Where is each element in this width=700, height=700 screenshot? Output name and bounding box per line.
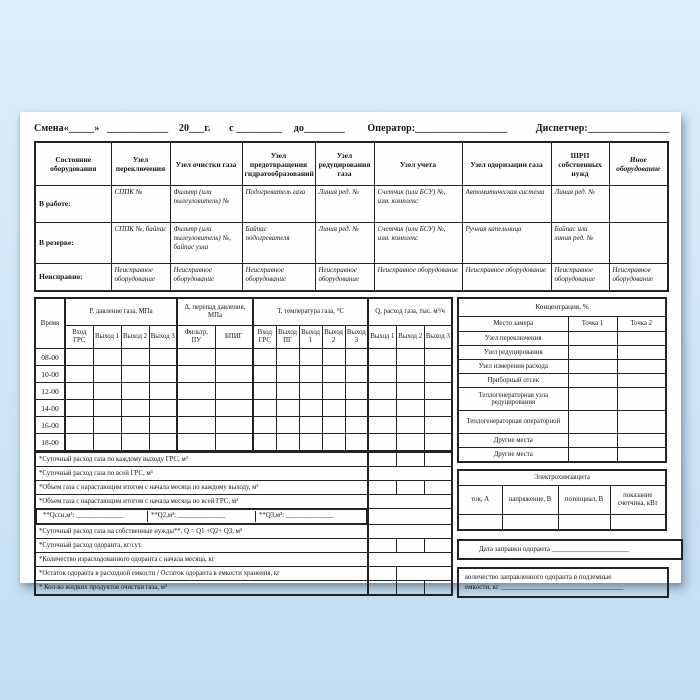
reading-cell bbox=[149, 349, 177, 366]
equipment-cell: Автоматическая система bbox=[462, 186, 551, 223]
reading-cell bbox=[65, 417, 93, 434]
row-label: В работе: bbox=[35, 186, 111, 223]
equipment-cell: Байпас или линия ред. № bbox=[551, 223, 609, 264]
equipment-cell: Неисправное оборудование bbox=[609, 264, 668, 292]
echz-value-row bbox=[458, 515, 666, 531]
summary-row bbox=[35, 525, 452, 539]
reading-cell bbox=[396, 349, 424, 366]
equipment-header-cell: Узел учета bbox=[374, 142, 462, 186]
own-needs-q2: **Q2,м³: ______________ bbox=[148, 511, 256, 522]
reading-cell bbox=[177, 417, 215, 434]
equipment-cell: Неисправное оборудование bbox=[170, 264, 242, 292]
reading-cell bbox=[345, 400, 368, 417]
shift-label: Смена«_____» bbox=[34, 123, 100, 134]
summary-label: *Количество израсходованного одоранта с начала месяца, кг bbox=[35, 553, 368, 567]
subcolumn-header: Выход ПГ bbox=[276, 326, 299, 349]
value-cell bbox=[396, 581, 424, 596]
value-cell bbox=[568, 360, 617, 374]
subcolumn-header: Выход 2 bbox=[396, 326, 424, 349]
reading-cell bbox=[345, 434, 368, 452]
summary-row bbox=[35, 567, 452, 581]
reading-cell bbox=[322, 434, 345, 452]
readings-row bbox=[35, 366, 452, 383]
time-cell: 12-00 bbox=[35, 383, 65, 400]
hourly-readings-table bbox=[34, 297, 453, 452]
value-cell bbox=[396, 567, 452, 581]
subcolumn-header: Выход 2 bbox=[121, 326, 149, 349]
value-cell bbox=[424, 539, 452, 553]
value-cell bbox=[368, 553, 452, 567]
value-cell bbox=[458, 515, 502, 531]
reading-cell bbox=[65, 349, 93, 366]
equipment-cell: Неисправное оборудование bbox=[242, 264, 315, 292]
subcolumn-header: Вход ГРС bbox=[65, 326, 93, 349]
form-header-line bbox=[34, 123, 670, 134]
reading-cell bbox=[93, 383, 121, 400]
concentration-title: Концентрация, % bbox=[458, 298, 666, 317]
right-section bbox=[457, 297, 667, 598]
reading-cell bbox=[368, 400, 396, 417]
current-column-header: ток, А bbox=[458, 486, 502, 515]
concentration-row bbox=[458, 360, 666, 374]
reading-cell bbox=[396, 400, 424, 417]
shift-log-form-page bbox=[20, 112, 681, 591]
own-needs-q1: **Qссн,м³: ______________ bbox=[40, 511, 148, 522]
reading-cell bbox=[253, 417, 276, 434]
equipment-cell: Подогреватель газа bbox=[242, 186, 315, 223]
reading-cell bbox=[177, 366, 215, 383]
concentration-table bbox=[457, 297, 667, 463]
reading-cell bbox=[345, 417, 368, 434]
own-needs-q3: **Q3,м³: ______________ bbox=[259, 512, 334, 519]
reading-cell bbox=[253, 400, 276, 417]
reading-cell bbox=[299, 349, 322, 366]
time-cell: 18-00 bbox=[35, 434, 65, 452]
reading-cell bbox=[149, 383, 177, 400]
reading-cell bbox=[276, 383, 299, 400]
concentration-row bbox=[458, 332, 666, 346]
reading-cell bbox=[322, 400, 345, 417]
operator-label: Оператор:__________________ bbox=[367, 123, 508, 134]
readings-row bbox=[35, 349, 452, 366]
concentration-row bbox=[458, 374, 666, 388]
equipment-header-cell: Узел одоризации газа bbox=[462, 142, 551, 186]
potential-column-header: потенциал, В bbox=[558, 486, 610, 515]
reading-cell bbox=[396, 417, 424, 434]
value-cell bbox=[368, 495, 452, 509]
subcolumn-header: Выход 3 bbox=[345, 326, 368, 349]
reading-cell bbox=[177, 383, 215, 400]
summary-label: * Кол-во жидких продуктов очистки газа, м³ bbox=[35, 581, 368, 596]
value-cell bbox=[424, 481, 452, 495]
summary-label: *Суточный расход газа на собственные нужды**, Q = Q1 +Q2+ Q3, м³ bbox=[35, 525, 368, 539]
equipment-cell: Неисправное оборудование bbox=[462, 264, 551, 292]
reading-cell bbox=[93, 366, 121, 383]
echz-title-row bbox=[458, 470, 666, 486]
reading-cell bbox=[253, 383, 276, 400]
time-cell: 14-00 bbox=[35, 400, 65, 417]
reading-cell bbox=[121, 366, 149, 383]
concentration-header-row bbox=[458, 317, 666, 332]
concentration-row bbox=[458, 388, 666, 411]
value-cell bbox=[368, 581, 396, 596]
reading-cell bbox=[424, 417, 452, 434]
reading-cell bbox=[65, 366, 93, 383]
reading-cell bbox=[424, 400, 452, 417]
reading-cell bbox=[149, 417, 177, 434]
equipment-header-cell: ШРП собственных нужд bbox=[551, 142, 609, 186]
equipment-row-in-work bbox=[35, 186, 668, 223]
equipment-cell: СППК №, байпас bbox=[111, 223, 170, 264]
equipment-cell: Байпас подогревателя bbox=[242, 223, 315, 264]
equipment-cell: Неисправное оборудование bbox=[111, 264, 170, 292]
reading-cell bbox=[424, 434, 452, 452]
point1-column-header: Точка 1 bbox=[568, 317, 617, 332]
equipment-cell: Неисправное оборудование bbox=[315, 264, 374, 292]
summary-label: *Остаток одоранта в расходной емкости / Остаток одоранта в емкости хранения, кг bbox=[35, 567, 368, 581]
equipment-header-cell: Иное оборудование bbox=[609, 142, 668, 186]
row-label: Неисправно: bbox=[35, 264, 111, 292]
odorant-filled-amount-line2: емкости, кг ___________________________________ bbox=[465, 582, 624, 591]
reading-cell bbox=[121, 434, 149, 452]
reading-cell bbox=[121, 383, 149, 400]
equipment-cell: Линия ред. № bbox=[551, 186, 609, 223]
value-cell bbox=[502, 515, 558, 531]
place-label: Приборный отсек bbox=[458, 374, 568, 388]
summary-label: *Объем газа с нарастающим итогом с начала месяца по всей ГРС, м³ bbox=[35, 495, 368, 509]
equipment-cell: Счетчик (или БСУ) №, изм. комплекс bbox=[374, 186, 462, 223]
subcolumn-header: Вход ГРС bbox=[253, 326, 276, 349]
reading-cell bbox=[276, 417, 299, 434]
value-cell bbox=[368, 481, 396, 495]
value-cell bbox=[617, 411, 666, 434]
odorant-filled-amount-line1: количество заправленного одоранта в подземные bbox=[465, 573, 612, 582]
reading-cell bbox=[322, 417, 345, 434]
concentration-row bbox=[458, 346, 666, 360]
summary-row-own-needs-parts bbox=[35, 509, 452, 525]
reading-cell bbox=[299, 383, 322, 400]
electrochemical-protection-table bbox=[457, 469, 667, 531]
place-label: Теплогенераторная операторной bbox=[458, 411, 568, 434]
place-label: Теплогенераторная узла редуцирования bbox=[458, 388, 568, 411]
equipment-header-cell: Узел предотвращения гидратообразований bbox=[242, 142, 315, 186]
readings-group-header-row bbox=[35, 298, 452, 326]
reading-cell bbox=[299, 417, 322, 434]
subcolumn-header: Фильтр, ПУ bbox=[177, 326, 215, 349]
reading-cell bbox=[215, 417, 253, 434]
value-cell bbox=[568, 434, 617, 448]
reading-cell bbox=[253, 434, 276, 452]
flow-group-header: Q, расход газа, тыс. м³/ч bbox=[368, 298, 452, 326]
equipment-row-in-reserve bbox=[35, 223, 668, 264]
place-label: Узел переключения bbox=[458, 332, 568, 346]
value-cell bbox=[368, 452, 396, 467]
reading-cell bbox=[93, 417, 121, 434]
reading-cell bbox=[299, 400, 322, 417]
reading-cell bbox=[299, 366, 322, 383]
reading-cell bbox=[368, 366, 396, 383]
value-cell bbox=[396, 481, 424, 495]
value-cell bbox=[424, 581, 452, 596]
equipment-cell: Фильтр (или пылеуловитель) № bbox=[170, 186, 242, 223]
concentration-row bbox=[458, 448, 666, 463]
place-label: Узел измерения расхода bbox=[458, 360, 568, 374]
value-cell bbox=[617, 448, 666, 463]
readings-row bbox=[35, 383, 452, 400]
reading-cell bbox=[276, 400, 299, 417]
value-cell bbox=[424, 452, 452, 467]
subcolumn-header: Выход 3 bbox=[424, 326, 452, 349]
place-label: Узел редуцирования bbox=[458, 346, 568, 360]
summary-label: *Суточный расход газа по всей ГРС, м³ bbox=[35, 467, 368, 481]
summary-row bbox=[35, 481, 452, 495]
reading-cell bbox=[215, 383, 253, 400]
reading-cell bbox=[65, 434, 93, 452]
value-cell bbox=[558, 515, 610, 531]
value-cell bbox=[617, 332, 666, 346]
summary-row bbox=[35, 495, 452, 509]
equipment-header-cell: Состояние оборудования bbox=[35, 142, 111, 186]
point2-column-header: Точка 2 bbox=[617, 317, 666, 332]
equipment-cell: Неисправное оборудование bbox=[374, 264, 462, 292]
value-cell bbox=[368, 509, 452, 525]
place-column-header: Место замера bbox=[458, 317, 568, 332]
reading-cell bbox=[93, 400, 121, 417]
summary-row bbox=[35, 467, 452, 481]
subcolumn-header: Выход 1 bbox=[368, 326, 396, 349]
reading-cell bbox=[345, 349, 368, 366]
reading-cell bbox=[215, 434, 253, 452]
reading-cell bbox=[215, 366, 253, 383]
echz-header-row bbox=[458, 486, 666, 515]
reading-cell bbox=[396, 434, 424, 452]
subcolumn-header: Выход 2 bbox=[322, 326, 345, 349]
value-cell bbox=[617, 360, 666, 374]
daily-summary-table bbox=[34, 451, 453, 596]
reading-cell bbox=[177, 349, 215, 366]
reading-cell bbox=[121, 349, 149, 366]
reading-cell bbox=[322, 349, 345, 366]
value-cell bbox=[396, 539, 424, 553]
value-cell bbox=[568, 332, 617, 346]
reading-cell bbox=[65, 400, 93, 417]
concentration-row bbox=[458, 434, 666, 448]
summary-row bbox=[35, 553, 452, 567]
reading-cell bbox=[368, 417, 396, 434]
value-cell bbox=[617, 388, 666, 411]
subcolumn-header: Выход 1 bbox=[93, 326, 121, 349]
pressure-group-header: Р, давление газа, МПа bbox=[65, 298, 177, 326]
time-cell: 08-00 bbox=[35, 349, 65, 366]
value-cell bbox=[617, 374, 666, 388]
readings-subheader-row bbox=[35, 326, 452, 349]
reading-cell bbox=[322, 366, 345, 383]
summary-label: *Суточный расход одоранта, кг/сут. bbox=[35, 539, 368, 553]
value-cell bbox=[368, 567, 396, 581]
reading-cell bbox=[345, 366, 368, 383]
equipment-header-cell: Узел очистки газа bbox=[170, 142, 242, 186]
equipment-cell bbox=[609, 186, 668, 223]
summary-row bbox=[35, 539, 452, 553]
own-needs-blanks bbox=[36, 509, 367, 524]
subcolumn-header: Выход 1 bbox=[299, 326, 322, 349]
readings-row bbox=[35, 417, 452, 434]
time-cell: 16-00 bbox=[35, 417, 65, 434]
voltage-column-header: напряжение, В bbox=[502, 486, 558, 515]
reading-cell bbox=[93, 349, 121, 366]
equipment-cell: Фильтр (или пылеуловитель) №, байпас узла bbox=[170, 223, 242, 264]
readings-row bbox=[35, 400, 452, 417]
summary-row bbox=[35, 581, 452, 596]
equipment-cell: Линия ред. № bbox=[315, 186, 374, 223]
subcolumn-header: Выход 3 bbox=[149, 326, 177, 349]
reading-cell bbox=[177, 434, 215, 452]
reading-cell bbox=[276, 349, 299, 366]
reading-cell bbox=[299, 434, 322, 452]
value-cell bbox=[617, 346, 666, 360]
value-cell bbox=[568, 388, 617, 411]
equipment-state-table bbox=[34, 141, 669, 292]
equipment-cell: Линия ред. № bbox=[315, 223, 374, 264]
equipment-cell: Ручная капельница bbox=[462, 223, 551, 264]
value-cell bbox=[568, 374, 617, 388]
reading-cell bbox=[177, 400, 215, 417]
reading-cell bbox=[396, 383, 424, 400]
reading-cell bbox=[368, 383, 396, 400]
temperature-group-header: Т, температура газа, °С bbox=[253, 298, 368, 326]
value-cell bbox=[568, 448, 617, 463]
reading-cell bbox=[396, 366, 424, 383]
equipment-cell: Счетчик (или БСУ) №, изм. комплекс bbox=[374, 223, 462, 264]
reading-cell bbox=[276, 366, 299, 383]
odorant-filled-amount-box bbox=[457, 567, 669, 598]
concentration-title-row bbox=[458, 298, 666, 317]
shift-blank: ____________ bbox=[107, 123, 169, 134]
reading-cell bbox=[322, 383, 345, 400]
reading-cell bbox=[424, 366, 452, 383]
meter-column-header: показание счетчика, кВт bbox=[610, 486, 666, 515]
value-cell bbox=[396, 452, 424, 467]
value-cell bbox=[568, 411, 617, 434]
concentration-row bbox=[458, 411, 666, 434]
time-column-header: Время bbox=[35, 298, 65, 349]
row-label: В резерве: bbox=[35, 223, 111, 264]
time-to-label: до________ bbox=[293, 123, 345, 134]
pressure-drop-group-header: Δ, перепад давления, МПа bbox=[177, 298, 253, 326]
subcolumn-header: БПИГ bbox=[215, 326, 253, 349]
odorant-fill-date-label: Дата заправки одоранта ______________________ bbox=[479, 545, 629, 553]
reading-cell bbox=[149, 366, 177, 383]
equipment-cell: СППК № bbox=[111, 186, 170, 223]
dispatcher-label: Диспетчер:________________ bbox=[535, 123, 670, 134]
value-cell bbox=[368, 525, 452, 539]
reading-cell bbox=[424, 383, 452, 400]
reading-cell bbox=[121, 400, 149, 417]
place-label: Другие места bbox=[458, 448, 568, 463]
reading-cell bbox=[345, 383, 368, 400]
value-cell bbox=[610, 515, 666, 531]
time-from-label: с _________ bbox=[229, 123, 283, 134]
reading-cell bbox=[253, 366, 276, 383]
equipment-header-row bbox=[35, 142, 668, 186]
equipment-row-faulty bbox=[35, 264, 668, 292]
summary-label: *Суточный расход газа по каждому выходу ГРС, м³ bbox=[35, 452, 368, 467]
reading-cell bbox=[215, 400, 253, 417]
year-label: 20___г. bbox=[178, 123, 211, 134]
reading-cell bbox=[65, 383, 93, 400]
summary-label: *Объем газа с нарастающим итогом с начала месяца по каждому выходу, м³ bbox=[35, 481, 368, 495]
equipment-header-cell: Узел переключения bbox=[111, 142, 170, 186]
reading-cell bbox=[121, 417, 149, 434]
value-cell bbox=[368, 539, 396, 553]
summary-row bbox=[35, 452, 452, 467]
reading-cell bbox=[424, 349, 452, 366]
equipment-cell bbox=[609, 223, 668, 264]
value-cell bbox=[568, 346, 617, 360]
echz-title: Электрохимзащита bbox=[458, 470, 666, 486]
equipment-cell: Неисправное оборудование bbox=[551, 264, 609, 292]
reading-cell bbox=[276, 434, 299, 452]
value-cell bbox=[368, 467, 452, 481]
reading-cell bbox=[93, 434, 121, 452]
form-content bbox=[34, 123, 670, 591]
reading-cell bbox=[149, 434, 177, 452]
reading-cell bbox=[253, 349, 276, 366]
readings-section bbox=[34, 297, 451, 596]
place-label: Другие места bbox=[458, 434, 568, 448]
reading-cell bbox=[368, 349, 396, 366]
time-cell: 10-00 bbox=[35, 366, 65, 383]
value-cell bbox=[617, 434, 666, 448]
reading-cell bbox=[149, 400, 177, 417]
readings-row bbox=[35, 434, 452, 452]
reading-cell bbox=[215, 349, 253, 366]
odorant-fill-date-box bbox=[457, 539, 683, 560]
equipment-header-cell: Узел редуцирования газа bbox=[315, 142, 374, 186]
reading-cell bbox=[368, 434, 396, 452]
